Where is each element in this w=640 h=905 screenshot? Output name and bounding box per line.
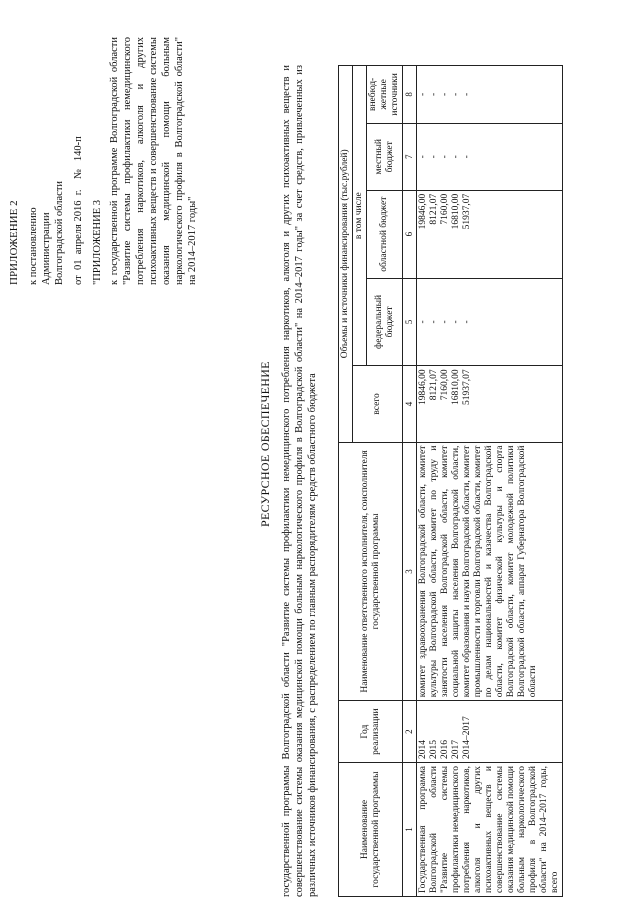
appendix3-text: к государственной программе Волгоградской области "Развитие системы профилактики немедицинского потребления наркотиков, алкоголя и других психоактивных веществ и совершенствование системы оказания медицинской помощи больным наркологического профиля в Волгоградской области" на 2014–2017 годы" xyxy=(109,37,198,285)
appendix-line-3: Волгоградской области xyxy=(54,180,65,285)
appendix-block xyxy=(8,37,199,285)
cell-regional: 19846,00 8121,07 7160,00 16810,00 51937,07 xyxy=(417,190,563,278)
appendix-title: ПРИЛОЖЕНИЕ 2 xyxy=(8,200,20,285)
col-number: 2 xyxy=(403,701,417,763)
cell-years: 2014 2015 2016 2017 2014–2017 xyxy=(417,701,563,763)
cell-federal: - - - - - xyxy=(417,278,563,366)
cell-extra: - - - - - xyxy=(417,66,563,124)
header-total: всего xyxy=(353,366,403,442)
appendix3-title: "ПРИЛОЖЕНИЕ 3 xyxy=(92,199,103,285)
decree-date-number: от 01 апреля 2016 г. № 140-п xyxy=(73,136,84,285)
cell-total: 19846,00 8121,07 7160,00 16810,00 51937,07 xyxy=(417,366,563,442)
header-local: местный бюджет xyxy=(367,123,403,190)
col-number: 7 xyxy=(403,123,417,190)
header-executor: Наименование ответственного исполнителя, соисполнителя государственной программы xyxy=(339,442,403,701)
header-regional: областной бюджет xyxy=(367,190,403,278)
col-number: 5 xyxy=(403,278,417,366)
col-number: 3 xyxy=(403,442,417,701)
cell-local: - - - - - xyxy=(417,123,563,190)
header-volumes: Объемы и источники финансирования (тыс.рублей) xyxy=(339,66,353,443)
col-number: 6 xyxy=(403,190,417,278)
appendix-line-2: Администрации xyxy=(41,212,52,285)
header-extra: внебюд-жетные источники xyxy=(367,66,403,124)
header-program-name: Наименование государственной программы xyxy=(339,763,403,897)
document-title: РЕСУРСНОЕ ОБЕСПЕЧЕНИЕ xyxy=(258,361,272,527)
document-subtitle: государственной программы Волгоградской области "Развитие системы профилактики немедицинского потребления наркотиков, алкоголя и других психоактивных веществ и совершенствование системы оказания медицинской помощи больным наркологического профиля в Волгоградской области" на 2014–2017 годы" за счет средств, привлеченных из различных источников финансирования, с распределением по главным распорядителям средств областного бюджета xyxy=(281,65,318,897)
col-number: 1 xyxy=(403,763,417,897)
col-number: 4 xyxy=(403,366,417,442)
header-including: в том числе xyxy=(353,66,367,366)
cell-program: Государственная программа Волгоградской области "Развитие системы профилактики немедицинского потребления наркотиков, алкоголя и других психоактивных веществ и совершенствование системы оказания медицинской помощи больным наркологического профиля в Волгоградской области" на 2014–2017 годы, всего xyxy=(417,763,563,897)
resource-table xyxy=(338,65,563,897)
header-year: Год реализации xyxy=(339,701,403,763)
appendix-line-1: к постановлению xyxy=(28,207,39,285)
table-row xyxy=(417,66,563,897)
header-federal: федеральный бюджет xyxy=(367,278,403,366)
cell-executors: комитет здравоохранения Волгоградской области, комитет культуры Волгоградской области, комитет по труду и занятости населения Волгоградской области, комитет социальной защиты населения Волгоградской области, комитет образования и науки Волгоградской области, комитет промышленности и торговли Волгоградской области, комитет по делам национальностей и казачества Волгоградской области, комитет физической культуры и спорта Волгоградской области, комитет молодежной политики Волгоградской области, аппарат Губернатора Волгоградской области xyxy=(417,442,563,701)
col-number: 8 xyxy=(403,66,417,124)
